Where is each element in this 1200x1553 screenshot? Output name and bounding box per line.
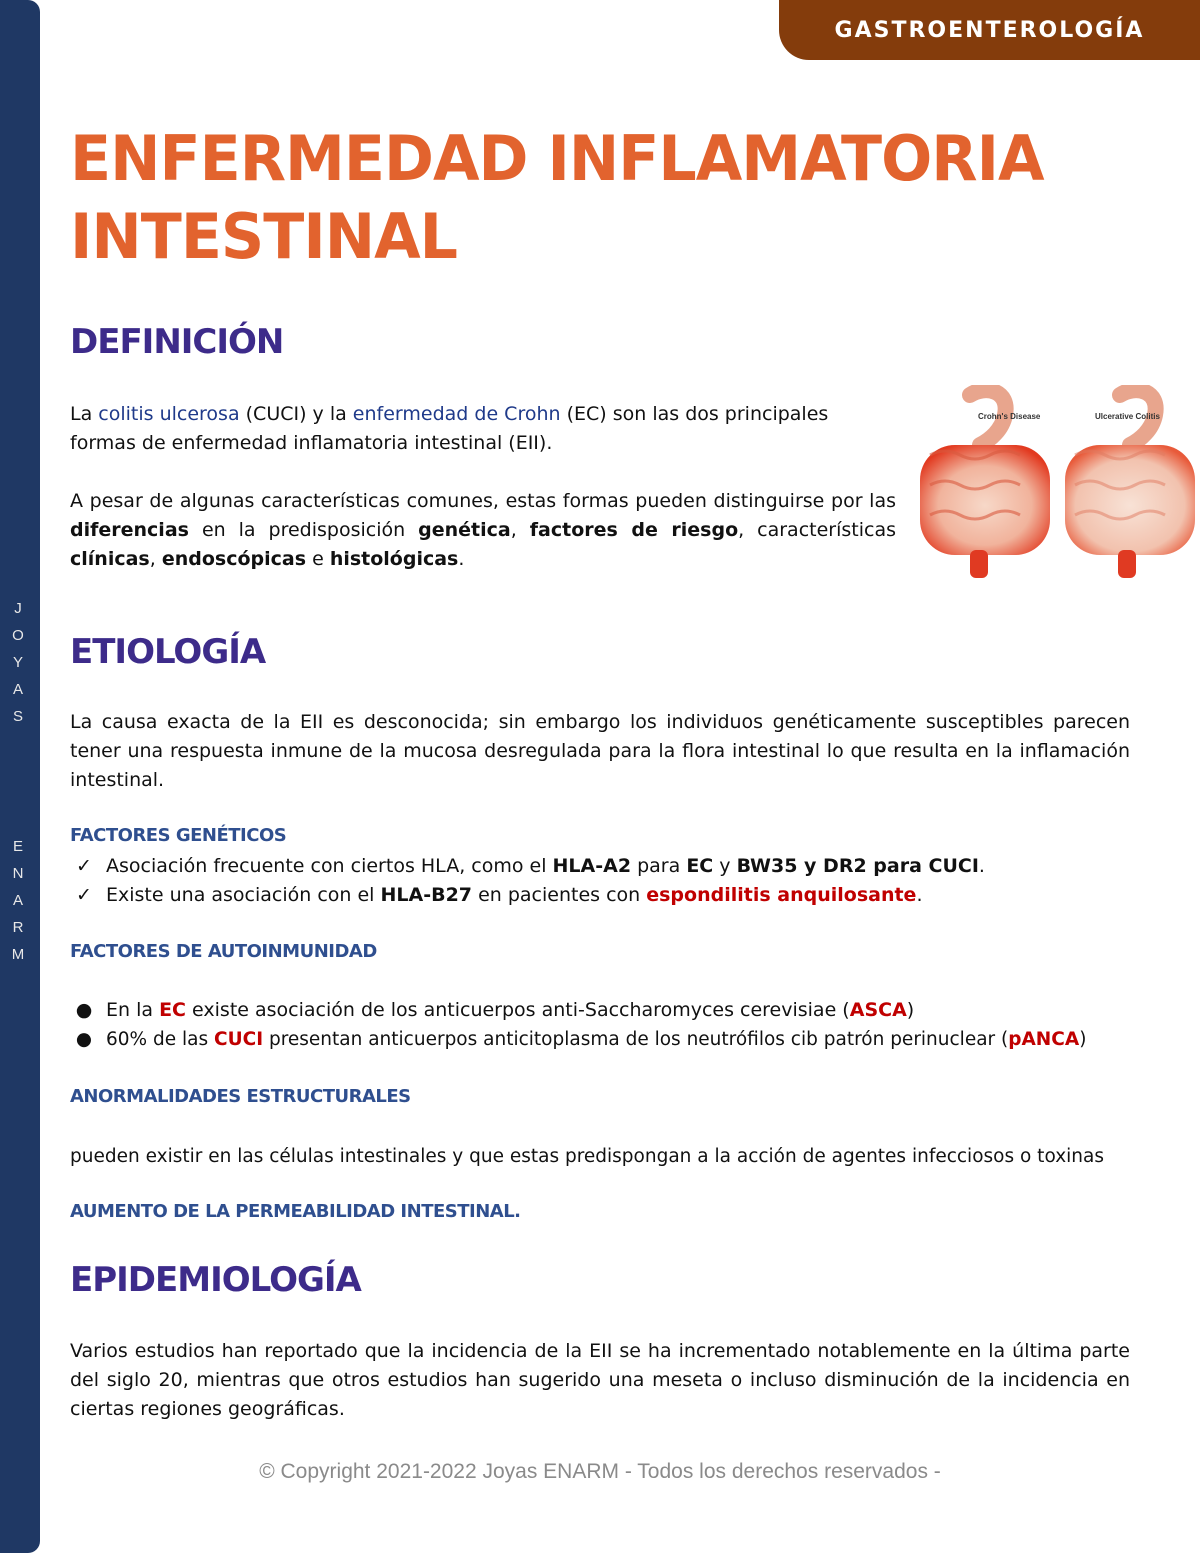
page-title: [70, 120, 1044, 276]
intestine-illustration: [910, 385, 1200, 585]
term-enfermedad-crohn: enfermedad de Crohn: [352, 403, 561, 425]
etiologia-paragraph: La causa exacta de la EII es desconocida; sin embargo los individuos genéticamente susceptibles parecen tener una respuesta inmune de la mucosa desregulada para la flora intestinal lo que resulta en la inflamación intestinal.: [70, 711, 1130, 791]
definicion-paragraph-2: A pesar de algunas características comunes, estas formas pueden distinguirse por las diferencias en la predisposición genética, factores de riesgo, características clínicas, endoscópicas e histológicas.: [70, 490, 896, 570]
check-icon: ✓: [76, 884, 92, 906]
sidebar-letter: O: [12, 627, 24, 644]
sidebar-letter: A: [12, 681, 23, 698]
section-tab-label: GASTROENTEROLOGÍA: [834, 17, 1145, 43]
heading-epidemiologia: EPIDEMIOLOGÍA: [70, 1260, 361, 1300]
sidebar-letter: J: [14, 600, 22, 617]
ulcerative-colitis-diagram: [1065, 390, 1195, 578]
term-espondilitis: espondilitis anquilosante: [646, 884, 917, 906]
page-title-line2: INTESTINAL: [70, 200, 458, 273]
list-item: ● 60% de las CUCI presentan anticuerpos anticitoplasma de los neutrófilos cib patrón perinuclear (pANCA): [70, 1025, 1160, 1054]
ulcerative-colitis-label: Ulcerative Colitis: [1095, 412, 1160, 421]
crohns-diagram: [920, 390, 1050, 578]
sidebar-letter: E: [12, 838, 23, 855]
subheading-factores-geneticos: FACTORES GENÉTICOS: [70, 825, 287, 846]
list-item: ✓ Asociación frecuente con ciertos HLA, como el HLA-A2 para EC y BW35 y DR2 para CUCI.: [70, 852, 1150, 881]
term-colitis-ulcerosa: colitis ulcerosa: [98, 403, 240, 425]
epidemiologia-paragraph: Varios estudios han reportado que la incidencia de la EII se ha incrementado notablemente en la última parte del siglo 20, mientras que otros estudios han sugerido una meseta o incluso disminución de la incidencia en ciertas regiones geográficas.: [70, 1340, 1130, 1420]
bullet-icon: ●: [75, 999, 93, 1021]
intestine-illustration-svg: [910, 385, 1200, 585]
estructurales-paragraph: pueden existir en las células intestinales y que estas predispongan a la acción de agentes infecciosos o toxinas: [70, 1146, 1104, 1167]
check-icon: ✓: [76, 855, 92, 877]
list-item: ✓ Existe una asociación con el HLA-B27 en pacientes con espondilitis anquilosante.: [70, 881, 1150, 910]
section-tab: [779, 0, 1200, 60]
sidebar-letter: A: [12, 892, 23, 909]
list-item: ● En la EC existe asociación de los anticuerpos anti-Saccharomyces cerevisiae (ASCA): [70, 996, 1160, 1025]
sidebar-letter: Y: [12, 654, 23, 671]
bullet-icon: ●: [75, 1029, 93, 1050]
sidebar-stripe: [0, 0, 40, 1553]
sidebar-letter: S: [12, 708, 23, 725]
sidebar-letter: M: [11, 946, 25, 963]
crohns-label: Crohn's Disease: [978, 412, 1041, 421]
sidebar-letter: N: [12, 865, 24, 882]
factores-geneticos-list: [70, 852, 1150, 910]
subheading-permeabilidad: AUMENTO DE LA PERMEABILIDAD INTESTINAL.: [70, 1201, 521, 1222]
copyright-footer: © Copyright 2021-2022 Joyas ENARM - Todos los derechos reservados -: [259, 1460, 941, 1483]
definicion-paragraph-1: La colitis ulcerosa (CUCI) y la enfermedad de Crohn (EC) son las dos principales formas de enfermedad inflamatoria intestinal (EII).: [70, 403, 829, 454]
autoinmunidad-list: [70, 996, 1160, 1054]
page-title-line1: ENFERMEDAD INFLAMATORIA: [70, 122, 1044, 195]
heading-definicion: DEFINICIÓN: [70, 322, 284, 362]
heading-etiologia: ETIOLOGÍA: [70, 632, 266, 672]
subheading-autoinmunidad: FACTORES DE AUTOINMUNIDAD: [70, 941, 377, 962]
sidebar-letter: R: [12, 919, 24, 936]
subheading-estructurales: ANORMALIDADES ESTRUCTURALES: [70, 1086, 411, 1107]
